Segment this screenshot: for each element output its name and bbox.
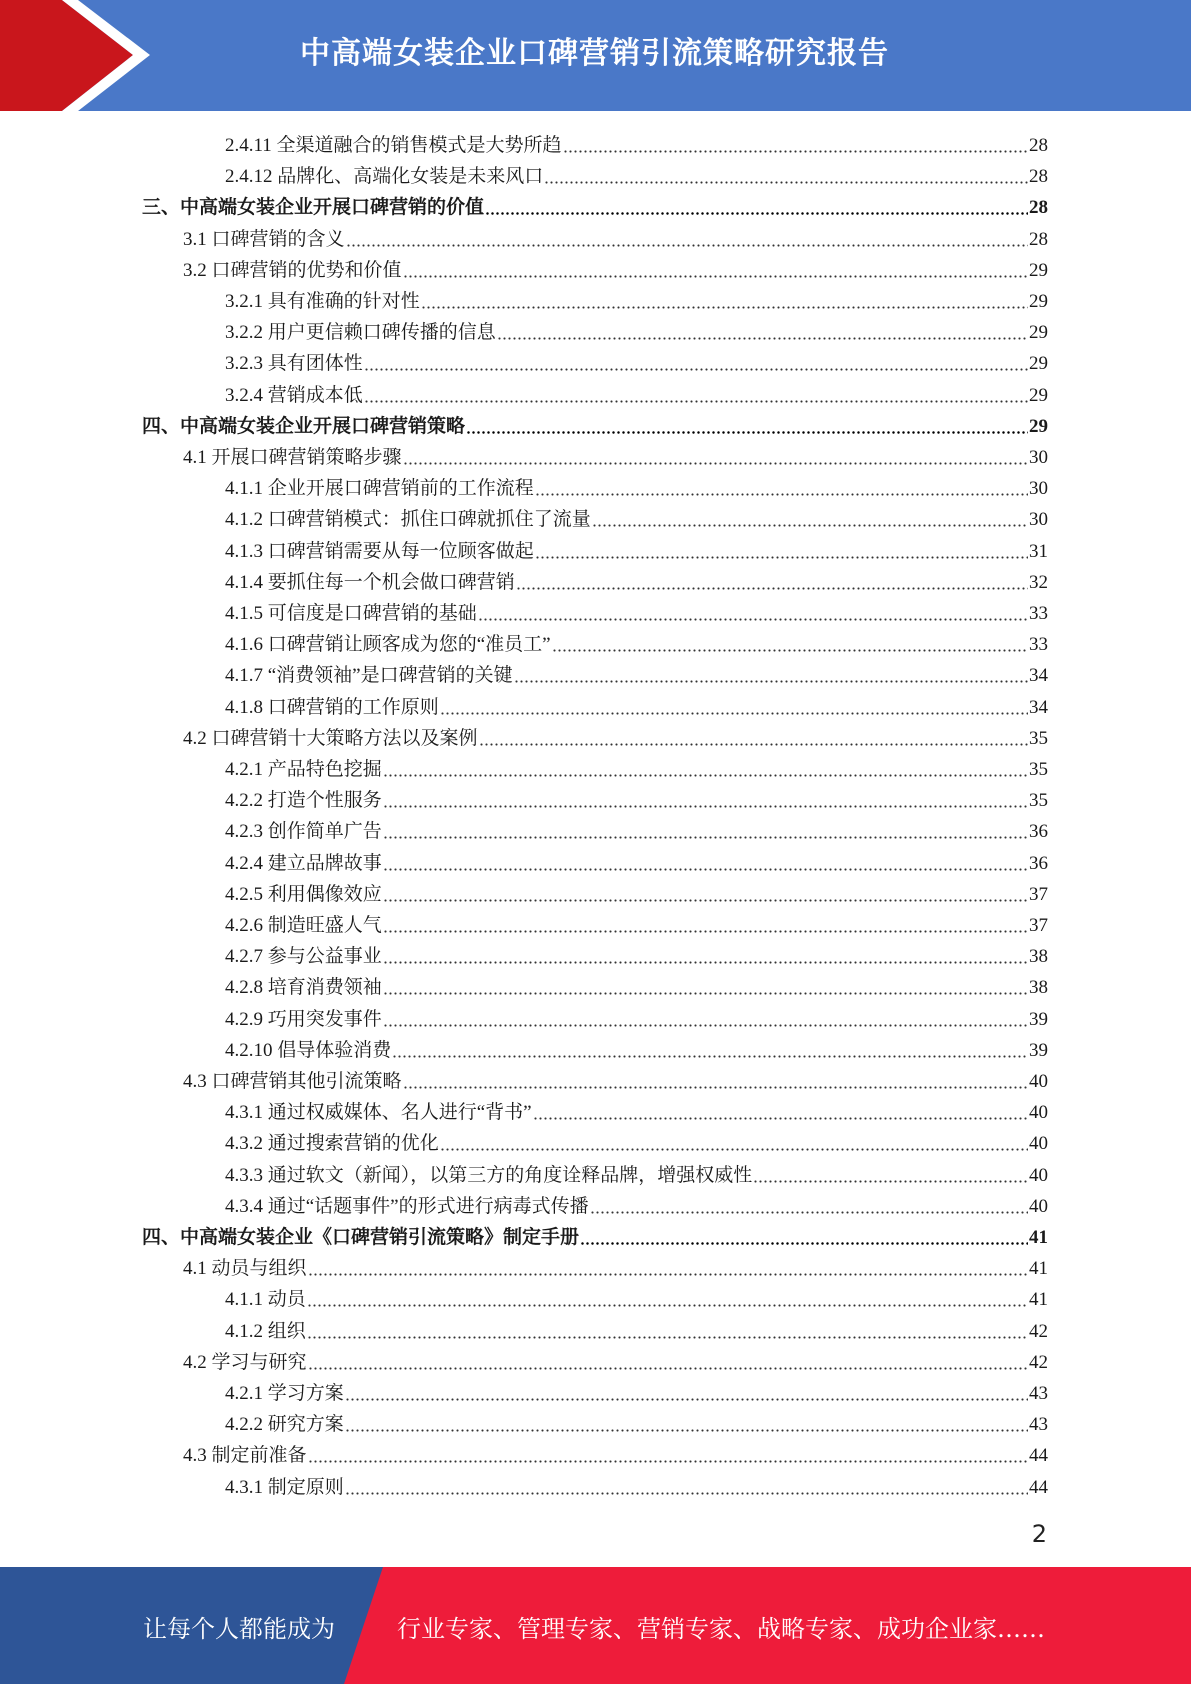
toc-entry-title: 4.1.6 口碑营销让顾客成为您的“准员工” [225,634,551,656]
toc-entry[interactable] [225,751,1048,782]
toc-entry-title: 4.2.6 制造旺盛人气 [225,915,382,936]
toc-entry-title: 3.2.1 具有准确的针对性 [225,291,420,312]
toc-entry-page: 28 [1029,166,1048,188]
toc-entry[interactable] [142,189,1048,220]
toc-entry-title: 3.1 口碑营销的含义 [183,228,345,250]
toc-dot-leader [345,1429,1028,1432]
toc-entry-page: 29 [1029,415,1048,437]
toc-entry-page: 43 [1029,1383,1048,1404]
toc-entry-page: 40 [1029,1071,1048,1092]
toc-dot-leader [383,774,1028,777]
toc-dot-leader [308,1273,1028,1276]
toc-entry[interactable] [225,127,1048,158]
toc-entry-page: 35 [1029,727,1048,749]
toc-dot-leader [563,150,1028,153]
toc-entry-page: 29 [1029,353,1048,375]
toc-entry-title: 四、中高端女装企业开展口碑营销策略 [142,415,466,437]
toc-entry-page: 29 [1029,384,1048,406]
toc-entry-title: 4.1.4 要抓住每一个机会做口碑营销 [225,571,515,593]
toc-dot-leader [403,1086,1028,1089]
toc-entry-title: 4.2.2 研究方案 [225,1414,344,1436]
toc-entry-page: 40 [1029,1133,1048,1155]
toc-dot-leader [345,1398,1028,1401]
toc-entry-title: 4.2 口碑营销十大策略方法以及案例 [183,727,478,749]
toc-entry[interactable] [225,158,1048,189]
toc-entry-title: 4.1.8 口碑营销的工作原则 [225,696,439,718]
toc-dot-leader [478,618,1028,621]
toc-entry-page: 42 [1029,1320,1048,1342]
toc-dot-leader [403,275,1028,278]
toc-entry-page: 34 [1029,696,1048,718]
toc-dot-leader [590,1211,1028,1214]
toc-entry-page: 40 [1029,1164,1048,1186]
toc-entry[interactable] [225,907,1048,938]
toc-entry-title: 3.2 口碑营销的优势和价值 [183,259,402,281]
toc-entry-page: 43 [1029,1414,1048,1436]
toc-entry-page: 40 [1029,1102,1048,1124]
toc-entry[interactable] [183,221,1048,252]
toc-dot-leader [308,1460,1028,1463]
toc-entry-page: 30 [1029,509,1048,531]
toc-entry-page: 44 [1029,1445,1048,1467]
page-header [0,0,1191,111]
toc-dot-leader [535,556,1028,559]
toc-entry-page: 28 [1029,228,1048,250]
toc-dot-leader [440,712,1028,715]
toc-entry-title: 4.1.2 口碑营销模式：抓住口碑就抓住了流量 [225,509,591,531]
toc-dot-leader [421,306,1028,309]
toc-entry[interactable] [225,1094,1048,1125]
toc-entry[interactable] [225,1188,1048,1219]
toc-entry-title: 4.1.1 企业开展口碑营销前的工作流程 [225,478,534,500]
toc-entry[interactable] [225,876,1048,907]
toc-entry[interactable] [142,408,1048,439]
toc-entry-title: 4.1.5 可信度是口碑营销的基础 [225,603,477,624]
toc-entry[interactable] [225,813,1048,844]
toc-entry[interactable] [225,1157,1048,1188]
toc-entry-page: 38 [1029,977,1048,999]
toc-entry[interactable] [183,252,1048,283]
toc-entry-page: 40 [1029,1195,1048,1217]
toc-dot-leader [364,400,1028,403]
toc-entry-title: 三、中高端女装企业开展口碑营销的价值 [142,197,485,219]
toc-entry-title: 3.2.3 具有团体性 [225,353,363,375]
toc-entry-page: 36 [1029,821,1048,843]
toc-dot-leader [753,1180,1028,1183]
toc-entry-title: 2.4.11 全渠道融合的销售模式是大势所趋 [225,135,562,156]
toc-dot-leader [440,1148,1028,1151]
toc-dot-leader [307,1336,1028,1339]
toc-entry-title: 4.3.1 通过权威媒体、名人进行“背书” [225,1102,532,1124]
toc-dot-leader [514,680,1028,683]
toc-entry[interactable] [225,564,1048,595]
toc-entry[interactable] [225,845,1048,876]
toc-entry-page: 39 [1029,1039,1048,1061]
page-number: 2 [1031,1520,1047,1548]
toc-dot-leader [552,649,1028,652]
toc-entry-page: 30 [1029,478,1048,500]
toc-entry-page: 30 [1029,447,1048,468]
toc-entry-page: 33 [1029,634,1048,656]
toc-entry-page: 32 [1029,571,1048,593]
toc-entry-title: 2.4.12 品牌化、高端化女装是未来风口 [225,166,544,188]
toc-entry[interactable] [225,470,1048,501]
toc-entry-title: 4.1.3 口碑营销需要从每一位顾客做起 [225,540,534,562]
page-footer [0,1567,1191,1684]
toc-dot-leader [403,462,1028,465]
toc-dot-leader [383,836,1028,839]
toc-entry-title: 3.2.2 用户更信赖口碑传播的信息 [225,322,496,344]
toc-dot-leader [479,743,1028,746]
toc-entry-page: 29 [1029,259,1048,281]
toc-dot-leader [544,181,1028,184]
toc-entry[interactable] [225,938,1048,969]
toc-entry-page: 41 [1029,1289,1048,1311]
toc-entry-title: 4.2.3 创作简单广告 [225,821,382,843]
toc-entry-title: 4.3 制定前准备 [183,1445,307,1467]
toc-entry-title: 4.2.2 打造个性服务 [225,790,382,812]
toc-entry-title: 4.2.7 参与公益事业 [225,946,382,968]
toc-entry-page: 34 [1029,665,1048,687]
toc-entry-page: 44 [1029,1476,1048,1498]
toc-dot-leader [308,1367,1028,1370]
toc-dot-leader [466,431,1028,434]
toc-dot-leader [580,1242,1028,1245]
toc-entry-page: 37 [1029,883,1048,905]
toc-dot-leader [383,805,1028,808]
toc-entry-title: 4.2.9 巧用突发事件 [225,1008,382,1030]
toc-entry-title: 4.2.5 利用偶像效应 [225,883,382,905]
toc-entry-title: 4.1 开展口碑营销策略步骤 [183,447,402,468]
toc-entry-title: 4.2.10 倡导体验消费 [225,1039,392,1061]
toc-entry[interactable] [225,657,1048,688]
toc-entry[interactable] [225,533,1048,564]
toc-entry[interactable] [183,720,1048,751]
toc-dot-leader [383,961,1028,964]
toc-dot-leader [383,868,1028,871]
toc-dot-leader [345,1492,1028,1495]
toc-entry-title: 4.2.8 培育消费领袖 [225,977,382,999]
toc-entry-page: 41 [1029,1227,1048,1248]
toc-entry-title: 3.2.4 营销成本低 [225,384,363,406]
toc-entry-title: 4.1.1 动员 [225,1289,306,1311]
toc-entry-title: 4.3.4 通过“话题事件”的形式进行病毒式传播 [225,1195,589,1217]
toc-entry[interactable] [225,1313,1048,1344]
toc-dot-leader [516,587,1028,590]
toc-entry[interactable] [183,1344,1048,1375]
toc-entry[interactable] [225,1281,1048,1312]
toc-entry-title: 4.2.1 产品特色挖掘 [225,759,382,780]
report-title: 中高端女装企业口碑营销引流策略研究报告 [300,36,889,71]
toc-dot-leader [383,899,1028,902]
toc-entry-page: 39 [1029,1008,1048,1030]
toc-entry[interactable] [225,969,1048,1000]
header-chevron-decoration [0,0,160,111]
toc-dot-leader [592,524,1028,527]
toc-entry[interactable] [225,377,1048,408]
toc-entry-page: 42 [1029,1351,1048,1373]
toc-entry-title: 四、中高端女装企业《口碑营销引流策略》制定手册 [142,1227,580,1248]
toc-dot-leader [485,212,1028,215]
toc-dot-leader [497,337,1028,340]
toc-entry[interactable] [225,345,1048,376]
toc-entry[interactable] [225,782,1048,813]
toc-entry-page: 29 [1029,291,1048,312]
toc-entry[interactable] [225,626,1048,657]
toc-entry-title: 4.3 口碑营销其他引流策略 [183,1071,402,1092]
toc-dot-leader [533,1117,1028,1120]
toc-dot-leader [535,493,1028,496]
toc-entry[interactable] [225,501,1048,532]
toc-dot-leader [392,1055,1028,1058]
toc-dot-leader [383,930,1028,933]
toc-entry-page: 41 [1029,1258,1048,1280]
toc-entry[interactable] [225,314,1048,345]
toc-entry-title: 4.2.4 建立品牌故事 [225,852,382,874]
toc-entry[interactable] [142,1219,1048,1250]
toc-entry[interactable] [183,1250,1048,1281]
toc-entry[interactable] [225,595,1048,626]
toc-entry-page: 35 [1029,759,1048,780]
toc-entry[interactable] [225,1001,1048,1032]
toc-dot-leader [383,992,1028,995]
toc-entry-page: 28 [1029,197,1048,219]
toc-entry-page: 36 [1029,852,1048,874]
toc-entry-title: 4.3.1 制定原则 [225,1476,344,1498]
toc-entry-page: 33 [1029,603,1048,624]
toc-entry[interactable] [183,1437,1048,1468]
toc-entry[interactable] [225,283,1048,314]
toc-dot-leader [383,1024,1028,1027]
footer-slogan-left: 让每个人都能成为 [143,1615,335,1643]
toc-entry[interactable] [225,1375,1048,1406]
toc-dot-leader [364,368,1028,371]
toc-entry-title: 4.2.1 学习方案 [225,1383,344,1404]
toc-entry-title: 4.2 学习与研究 [183,1351,307,1373]
toc-entry[interactable] [225,1406,1048,1437]
toc-entry-page: 35 [1029,790,1048,812]
toc-entry-page: 31 [1029,540,1048,562]
toc-entry-page: 38 [1029,946,1048,968]
toc-entry-title: 4.1.2 组织 [225,1320,306,1342]
toc-entry-page: 29 [1029,322,1048,344]
toc-dot-leader [346,244,1028,247]
toc-entry-title: 4.3.3 通过软文（新闻），以第三方的角度诠释品牌，增强权威性 [225,1164,753,1186]
toc-entry-title: 4.1 动员与组织 [183,1258,307,1280]
toc-dot-leader [307,1304,1028,1307]
toc-entry-page: 28 [1029,135,1048,156]
toc-entry[interactable] [225,689,1048,720]
toc-entry-page: 37 [1029,915,1048,936]
toc-entry[interactable] [183,439,1048,470]
footer-slogan-right: 行业专家、管理专家、营销专家、战略专家、成功企业家…… [397,1615,1045,1643]
toc-entry[interactable] [183,1063,1048,1094]
toc-entry[interactable] [225,1032,1048,1063]
toc-entry-title: 4.3.2 通过搜索营销的优化 [225,1133,439,1155]
toc-entry[interactable] [225,1469,1048,1500]
toc-entry[interactable] [225,1125,1048,1156]
toc-entry-title: 4.1.7 “消费领袖”是口碑营销的关键 [225,665,513,687]
